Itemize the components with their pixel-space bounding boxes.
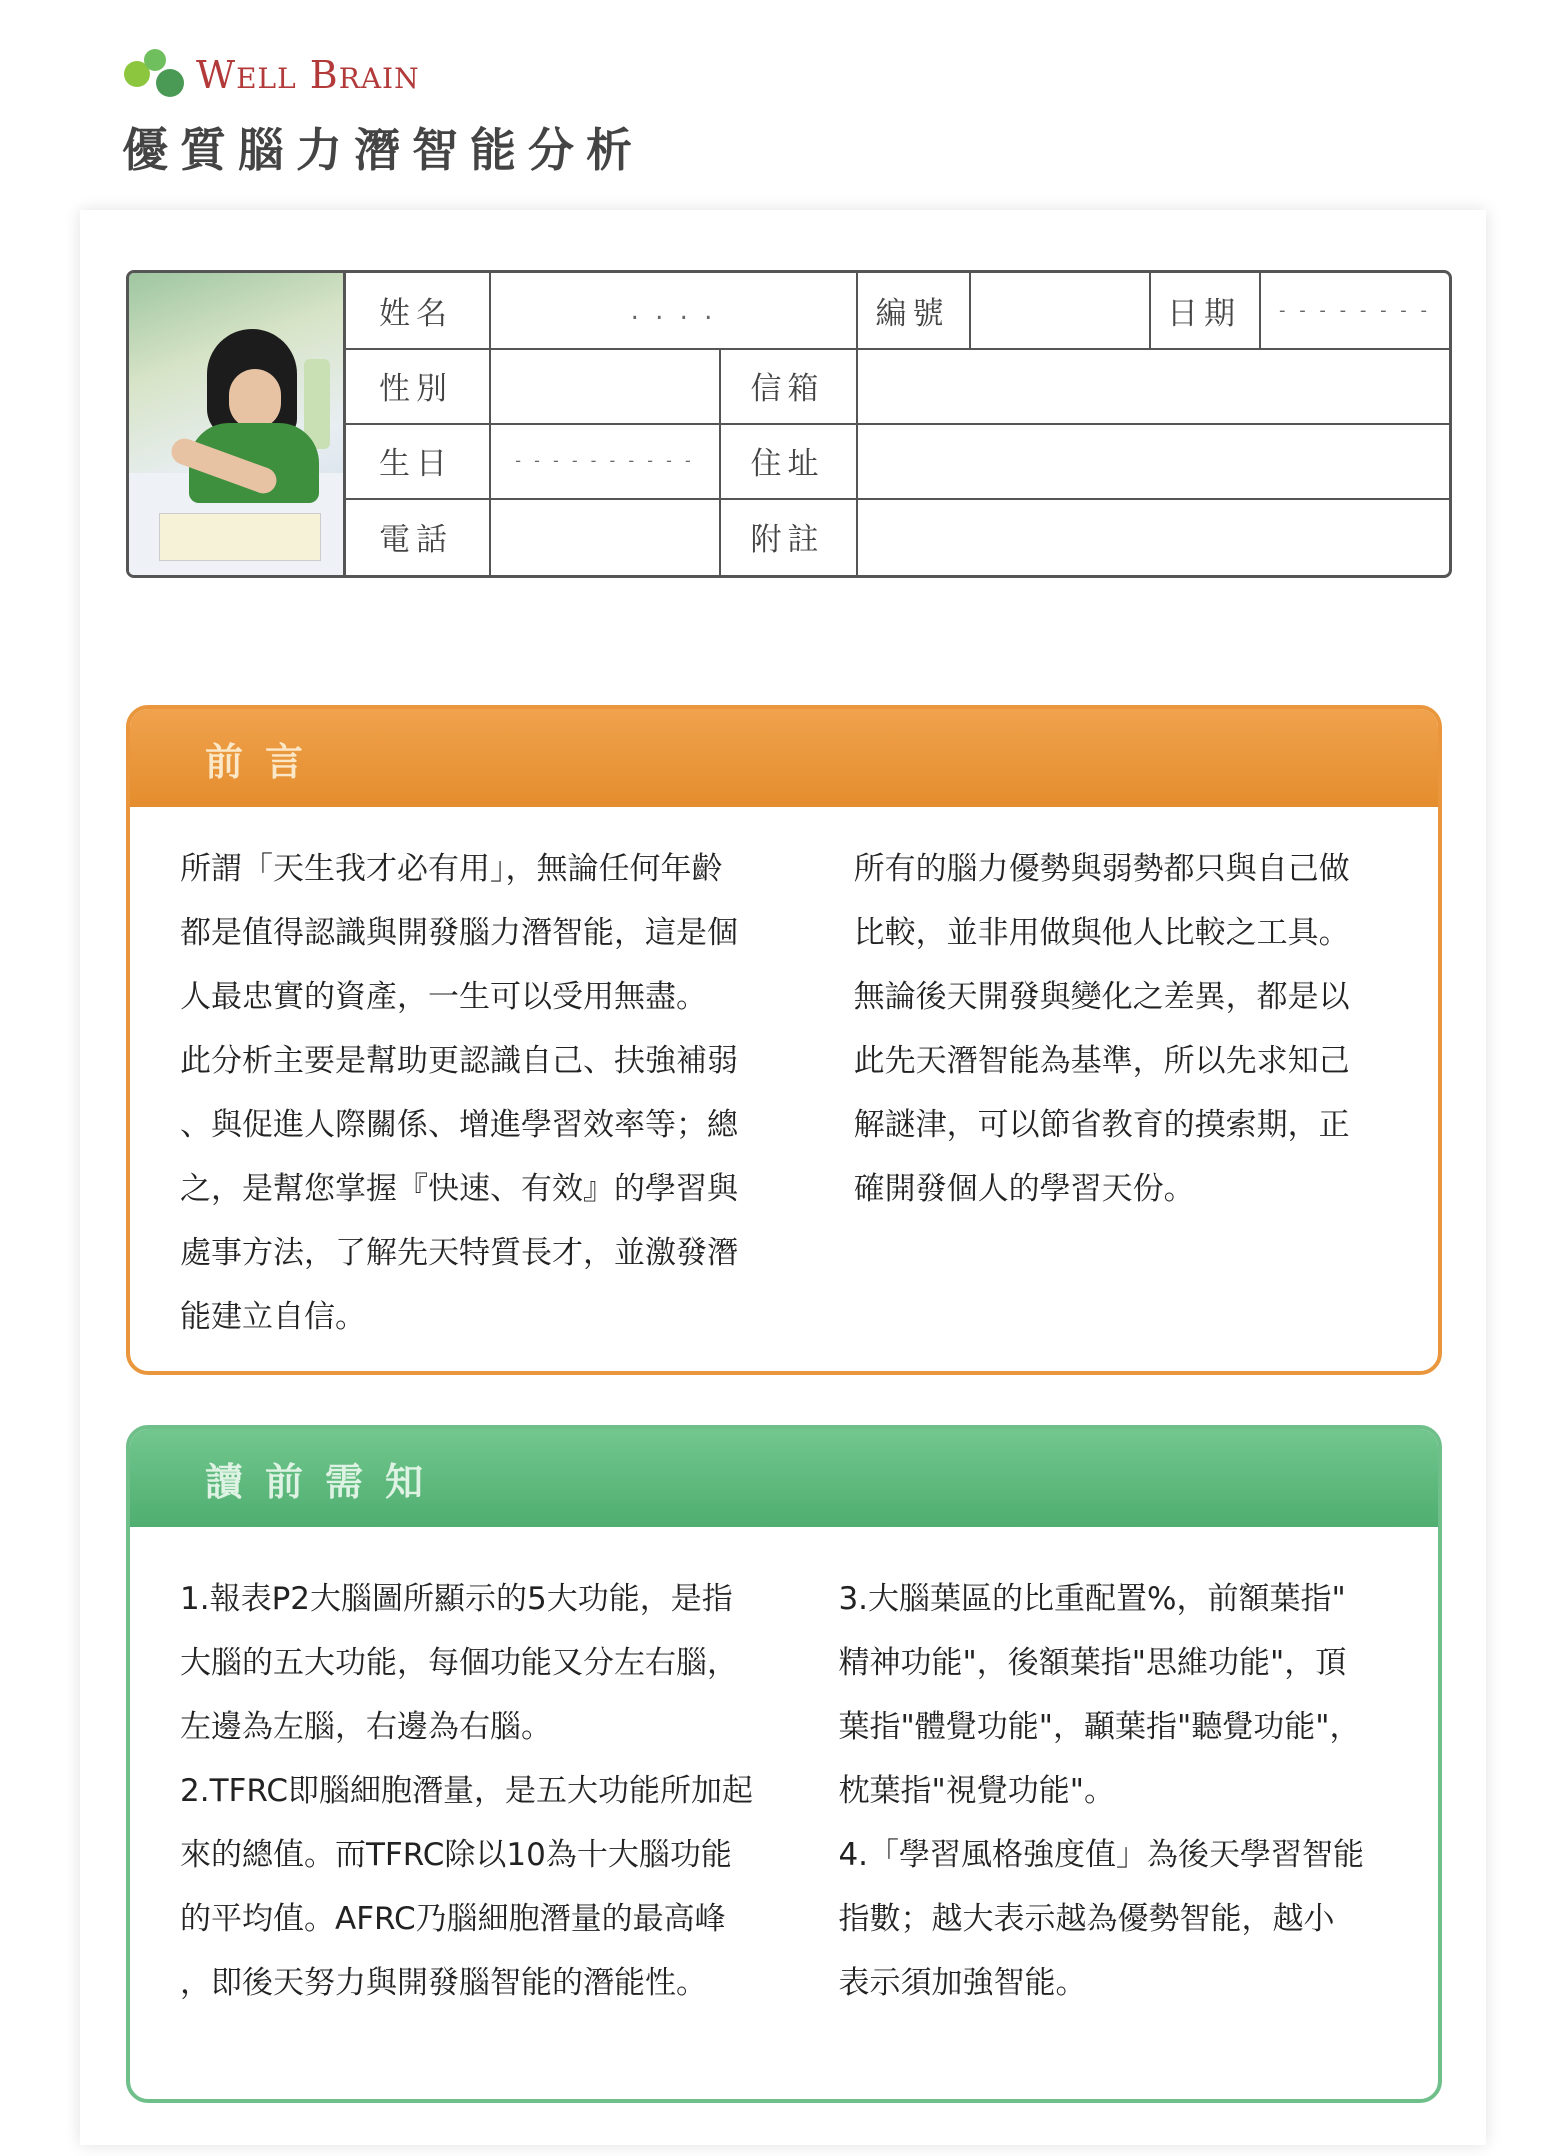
- intro-line: 所謂「天生我才必有用」，無論任何年齡: [180, 851, 723, 887]
- note-label: 附註: [750, 522, 825, 558]
- brand-name: WELL BRAIN: [196, 53, 420, 97]
- intro-title: 前言: [130, 709, 1438, 807]
- name-label: 姓名: [379, 296, 453, 332]
- intro-panel: [126, 705, 1442, 1375]
- phone-label: 電話: [379, 522, 453, 558]
- notice-title: 讀前需知: [130, 1429, 1438, 1527]
- brand-logo-icon: [122, 47, 188, 103]
- intro-right-column: [814, 837, 1408, 1349]
- intro-line: 人最忠實的資產，一生可以受用無盡。: [180, 979, 707, 1015]
- id-label: 編號: [875, 296, 950, 332]
- notice-line: ，即後天努力與開發腦智能的潛能性。: [180, 1965, 707, 2001]
- intro-line: 、與促進人際關係、增進學習效率等；總: [180, 1107, 738, 1143]
- intro-line: 比較，並非用做與他人比較之工具。: [853, 915, 1350, 951]
- report-header: [122, 40, 644, 180]
- brand: [122, 40, 644, 110]
- birthday-label: 生日: [379, 446, 453, 482]
- mail-value[interactable]: [858, 348, 1449, 423]
- note-value[interactable]: [858, 498, 1449, 575]
- notice-right-column: [808, 1567, 1408, 2015]
- notice-line: 來的總值。而TFRC除以10為十大腦功能: [180, 1837, 732, 1873]
- profile-table: [126, 270, 1452, 578]
- id-value[interactable]: [971, 273, 1149, 348]
- student-photo: [129, 273, 346, 575]
- notice-line: 指數；越大表示越為優勢智能，越小: [838, 1901, 1335, 1937]
- intro-line: 都是值得認識與開發腦力潛智能，這是個: [180, 915, 738, 951]
- intro-line: 此分析主要是幫助更認識自己、扶強補弱: [180, 1043, 738, 1079]
- name-value[interactable]: . . . .: [630, 295, 717, 326]
- notice-line: 1.報表P2大腦圖所顯示的5大功能，是指: [180, 1581, 733, 1617]
- notice-line: 表示須加強智能。: [838, 1965, 1087, 2001]
- intro-line: 能建立自信。: [180, 1299, 366, 1335]
- intro-line: 之，是幫您掌握『快速、有效』的學習與: [180, 1171, 738, 1207]
- intro-line: 所有的腦力優勢與弱勢都只與自己做: [853, 851, 1350, 887]
- intro-line: 此先天潛智能為基準，所以先求知己: [853, 1043, 1350, 1079]
- address-label: 住址: [750, 446, 825, 482]
- gender-value[interactable]: [491, 348, 719, 423]
- notice-line: 4.「學習風格強度值」為後天學習智能: [838, 1837, 1365, 1873]
- intro-left-column: [180, 837, 814, 1349]
- notice-line: 左邊為左腦，右邊為右腦。: [180, 1709, 552, 1745]
- address-value[interactable]: [858, 423, 1449, 498]
- intro-line: 處事方法，了解先天特質長才，並激發潛: [180, 1235, 738, 1271]
- intro-line: 確開發個人的學習天份。: [853, 1171, 1195, 1207]
- date-label: 日期: [1167, 296, 1241, 332]
- notice-line: 的平均值。AFRC乃腦細胞潛量的最高峰: [180, 1901, 726, 1937]
- notice-left-column: [180, 1567, 808, 2015]
- notice-line: 精神功能"，後額葉指"思維功能"，頂: [838, 1645, 1347, 1681]
- intro-line: 解謎津，可以節省教育的摸索期，正: [853, 1107, 1350, 1143]
- notice-line: 大腦的五大功能，每個功能又分左右腦，: [180, 1645, 738, 1681]
- notice-line: 枕葉指"視覺功能"。: [838, 1773, 1115, 1809]
- notice-line: 3.大腦葉區的比重配置%，前額葉指": [838, 1581, 1346, 1617]
- report-title: 優質腦力潛智能分析: [122, 123, 644, 177]
- phone-value[interactable]: [491, 498, 719, 575]
- mail-label: 信箱: [750, 371, 825, 407]
- notice-panel: [126, 1425, 1442, 2103]
- birthday-value[interactable]: - - - - - - - - - -: [515, 451, 695, 470]
- notice-line: 葉指"體覺功能"，顳葉指"聽覺功能"，: [838, 1709, 1361, 1745]
- notice-line: 2.TFRC即腦細胞潛量，是五大功能所加起: [180, 1773, 753, 1809]
- date-value[interactable]: - - - - - - - -: [1278, 300, 1431, 321]
- intro-line: 無論後天開發與變化之差異，都是以: [853, 979, 1350, 1015]
- gender-label: 性別: [379, 371, 453, 407]
